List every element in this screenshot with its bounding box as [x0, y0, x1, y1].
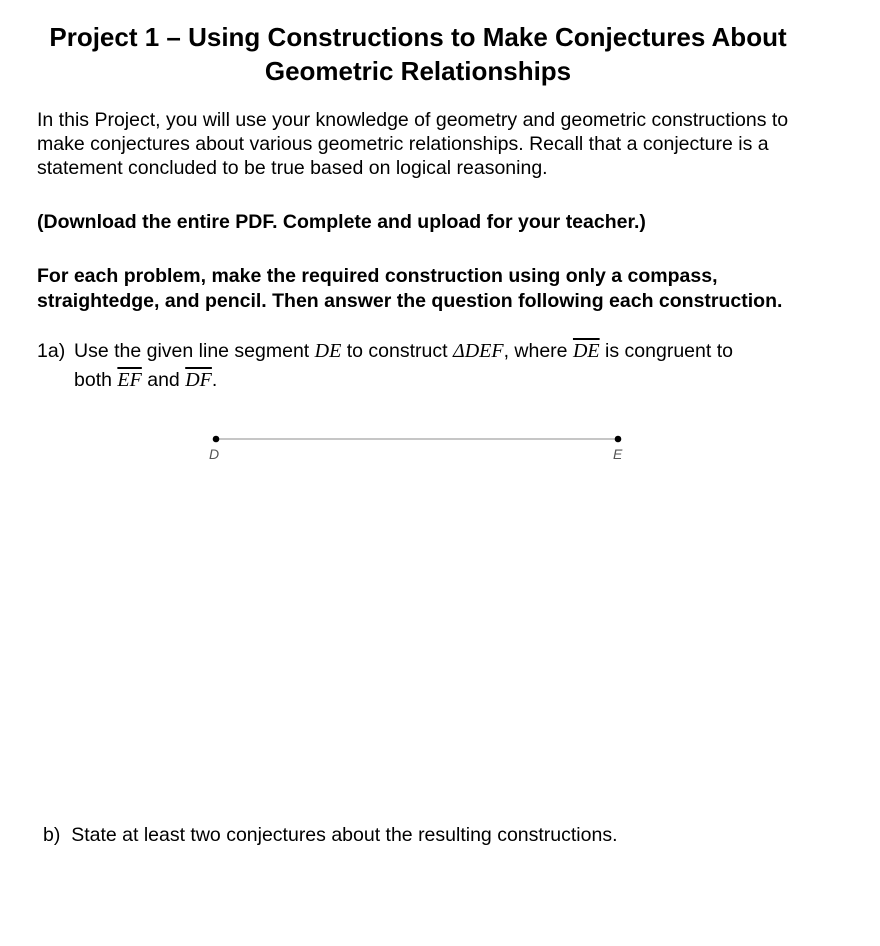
segment-df-label: $\overline{DF}$ — [185, 369, 212, 391]
title-line-1: Project 1 – Using Constructions to Make Conjectures About — [49, 22, 787, 52]
point-d-label: D — [209, 446, 220, 462]
point-d-dot — [213, 436, 220, 443]
triangle-def-label: ΔDEF — [452, 340, 504, 362]
segment-ef-label: $\overline{EF}$ — [117, 369, 142, 391]
segment-de-label: DE — [314, 340, 342, 362]
point-e-label: E — [613, 446, 623, 462]
download-note: (Download the entire PDF. Complete and upload for your teacher.) — [37, 211, 646, 233]
problem-1a-text-2: to construct — [346, 340, 448, 362]
title-line-2: Geometric Relationships — [264, 56, 572, 86]
directions — [37, 264, 837, 314]
directions-line-2: straightedge, and pencil. Then answer the question following each construction. — [37, 290, 783, 312]
segment-de-bar-label: $\overline{DE}$ — [572, 340, 600, 362]
problem-1a-number: 1a) — [37, 340, 66, 362]
problem-1a — [37, 337, 827, 395]
problem-1a-text-7: . — [211, 369, 218, 391]
problem-1a-text-5: both — [74, 369, 112, 391]
problem-1a-text-1: Use the given line segment — [74, 340, 310, 362]
page-title — [0, 20, 836, 88]
problem-1b — [43, 822, 833, 848]
problem-1a-text — [74, 337, 827, 395]
problem-1a-text-6: and — [147, 369, 180, 391]
problem-1b-text: State at least two conjectures about the resulting constructions. — [71, 824, 618, 846]
intro-paragraph: In this Project, you will use your knowledge of geometry and geometric constructions to make conjectures about various geometric relationships. Recall that a conjecture is a statement concluded to be true based on logical reasoning. — [37, 109, 789, 179]
problem-1a-text-4: is congruent to — [605, 340, 733, 362]
point-e-dot — [615, 436, 622, 443]
problem-1a-text-3: , where — [503, 340, 568, 362]
line-segment-de-figure — [200, 425, 640, 470]
directions-line-1: For each problem, make the required construction using only a compass, — [37, 265, 718, 287]
problem-1b-number: b) — [43, 824, 61, 846]
